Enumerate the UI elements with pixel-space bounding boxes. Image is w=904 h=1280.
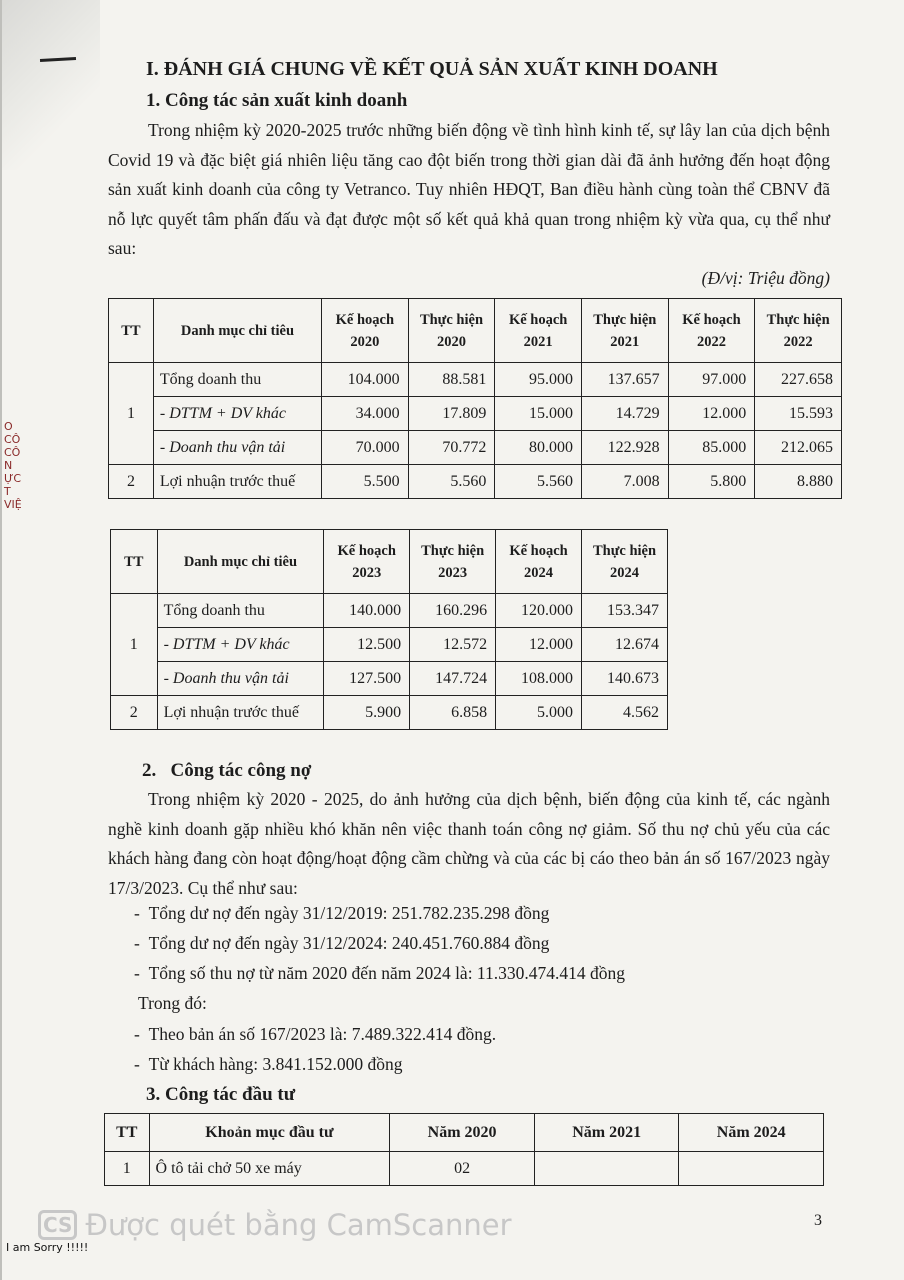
table-header: TT (109, 299, 154, 363)
section2-number: 2. (142, 760, 157, 781)
section2-heading (142, 760, 311, 782)
section3-title: 3. Công tác đầu tư (146, 1084, 296, 1105)
cell-value: 104.000 (322, 363, 409, 397)
cell-value: 34.000 (322, 397, 409, 431)
cell-value: 17.809 (408, 397, 495, 431)
cell-value: 108.000 (496, 662, 582, 696)
section2-paragraph: Trong nhiệm kỳ 2020 - 2025, do ảnh hưởng của dịch bệnh, biến động của kinh tế, các ngành nghề kinh doanh gặp nhiều khó khăn nên việc thanh toán công nợ giảm. Số thu nợ chủ yếu của các khách hàng đang còn hoạt động/hoạt động cầm chừng và của các bị cáo theo bản án số 167/2023 ngày 17/3/2023. Cụ thể như sau: (108, 789, 830, 898)
results-table-2020-2022 (108, 298, 842, 499)
cell-value: 70.000 (322, 431, 409, 465)
cell-value: 85.000 (668, 431, 755, 465)
footer-note: I am Sorry !!!!! (6, 1241, 89, 1254)
cell-value: 140.000 (324, 594, 410, 628)
cell-value: 5.800 (668, 465, 755, 499)
row-number: 1 (111, 594, 158, 696)
cell-value: 7.008 (581, 465, 668, 499)
cell-value: 12.572 (410, 628, 496, 662)
row-number: 2 (111, 696, 158, 730)
table-header: TT (105, 1114, 150, 1152)
cell-value: 12.000 (496, 628, 582, 662)
table-header: Kế hoạch 2022 (668, 299, 755, 363)
table-header: Danh mục chỉ tiêu (157, 530, 324, 594)
cell-value: 5.560 (408, 465, 495, 499)
list-item: - Tổng dư nợ đến ngày 31/12/2019: 251.782.235.298 đồng (134, 903, 550, 923)
table-header: Kế hoạch 2024 (496, 530, 582, 594)
list-item: - Từ khách hàng: 3.841.152.000 đồng (134, 1054, 403, 1074)
cell-value: 97.000 (668, 363, 755, 397)
section1-paragraph: Trong nhiệm kỳ 2020-2025 trước những biến động về tình hình kinh tế, sự lây lan của dịch bệnh Covid 19 và đặc biệt giá nhiên liệu tăng cao đột biến trong thời gian dài đã ảnh hưởng đến hoạt động sản xuất kinh doanh của công ty Vetranco. Tuy nhiên HĐQT, Ban điều hành cùng toàn thể CBNV đã nỗ lực quyết tâm phấn đấu và đạt được một số kết quả khả quan trong nhiệm kỳ vừa qua, cụ thể như sau: (108, 120, 830, 259)
cell-value: 70.772 (408, 431, 495, 465)
cell-value: 88.581 (408, 363, 495, 397)
table-row (109, 397, 842, 431)
cell-value: 137.657 (581, 363, 668, 397)
row-number: 2 (109, 465, 154, 499)
row-label: Ô tô tải chở 50 xe máy (149, 1152, 390, 1186)
table-header: Thực hiện 2023 (410, 530, 496, 594)
cell-value: 14.729 (581, 397, 668, 431)
cell-value: 147.724 (410, 662, 496, 696)
cell-value: 6.858 (410, 696, 496, 730)
section1-title: 1. Công tác sản xuất kinh doanh (146, 90, 408, 111)
table-row (105, 1152, 824, 1186)
cell-value: 12.674 (582, 628, 668, 662)
cell-value: 15.593 (755, 397, 842, 431)
camscanner-watermark (38, 1208, 512, 1242)
table-header: Khoản mục đầu tư (149, 1114, 390, 1152)
table-header: Danh mục chỉ tiêu (153, 299, 321, 363)
list-item: - Tổng số thu nợ từ năm 2020 đến năm 2024 là: 11.330.474.414 đồng (134, 963, 626, 983)
table-row (111, 662, 668, 696)
table-row (111, 696, 668, 730)
cell-value: 212.065 (755, 431, 842, 465)
table-header: Thực hiện 2024 (582, 530, 668, 594)
unit-label: (Đ/vị: Triệu đồng) (701, 268, 830, 288)
cell-value: 120.000 (496, 594, 582, 628)
row-label: Lợi nhuận trước thuế (153, 465, 321, 499)
table-row (109, 431, 842, 465)
table-header: Thực hiện 2022 (755, 299, 842, 363)
table-row (109, 363, 842, 397)
cell-value: 160.296 (410, 594, 496, 628)
table-header: Thực hiện 2021 (581, 299, 668, 363)
camscanner-logo-icon: CS (38, 1210, 77, 1240)
page-corner-fold (0, 0, 100, 170)
cell-value (679, 1152, 824, 1186)
cell-value: 227.658 (755, 363, 842, 397)
stamp-fragment: O CÔ CÔ N ỰC T VIỆ (4, 420, 22, 511)
results-table-2023-2024 (110, 529, 668, 730)
watermark-text: Được quét bằng CamScanner (85, 1208, 512, 1242)
cell-value: 8.880 (755, 465, 842, 499)
table-header: Năm 2020 (390, 1114, 535, 1152)
row-label: - Doanh thu vận tải (157, 662, 324, 696)
table-row (111, 628, 668, 662)
table-header: Kế hoạch 2020 (322, 299, 409, 363)
trong-do-label: Trong đó: (138, 993, 207, 1013)
row-number: 1 (105, 1152, 150, 1186)
row-label: - Doanh thu vận tải (153, 431, 321, 465)
row-label: Lợi nhuận trước thuế (157, 696, 324, 730)
cell-value: 15.000 (495, 397, 582, 431)
page-edge (0, 0, 2, 1280)
cell-value: 140.673 (582, 662, 668, 696)
cell-value: 153.347 (582, 594, 668, 628)
table-header: Kế hoạch 2023 (324, 530, 410, 594)
table-header: Năm 2024 (679, 1114, 824, 1152)
cell-value: 5.900 (324, 696, 410, 730)
list-item: - Theo bản án số 167/2023 là: 7.489.322.414 đồng. (134, 1024, 497, 1044)
cell-value: 95.000 (495, 363, 582, 397)
row-label: - DTTM + DV khác (157, 628, 324, 662)
cell-value: 02 (390, 1152, 535, 1186)
table-row (111, 594, 668, 628)
cell-value: 12.000 (668, 397, 755, 431)
cell-value: 127.500 (324, 662, 410, 696)
investment-table (104, 1113, 824, 1186)
main-heading: I. ĐÁNH GIÁ CHUNG VỀ KẾT QUẢ SẢN XUẤT KINH DOANH (146, 58, 718, 80)
cell-value (534, 1152, 679, 1186)
row-label: Tổng doanh thu (153, 363, 321, 397)
cell-value: 5.000 (496, 696, 582, 730)
cell-value: 4.562 (582, 696, 668, 730)
cell-value: 12.500 (324, 628, 410, 662)
row-label: Tổng doanh thu (157, 594, 324, 628)
table-header: Năm 2021 (534, 1114, 679, 1152)
table-header: Thực hiện 2020 (408, 299, 495, 363)
page-number: 3 (814, 1212, 822, 1229)
list-item: - Tổng dư nợ đến ngày 31/12/2024: 240.451.760.884 đồng (134, 933, 550, 953)
cell-value: 5.560 (495, 465, 582, 499)
cell-value: 80.000 (495, 431, 582, 465)
row-number: 1 (109, 363, 154, 465)
table-row (109, 465, 842, 499)
table-header: TT (111, 530, 158, 594)
table-header: Kế hoạch 2021 (495, 299, 582, 363)
cell-value: 5.500 (322, 465, 409, 499)
cell-value: 122.928 (581, 431, 668, 465)
section2-title: Công tác công nợ (170, 760, 312, 781)
row-label: - DTTM + DV khác (153, 397, 321, 431)
